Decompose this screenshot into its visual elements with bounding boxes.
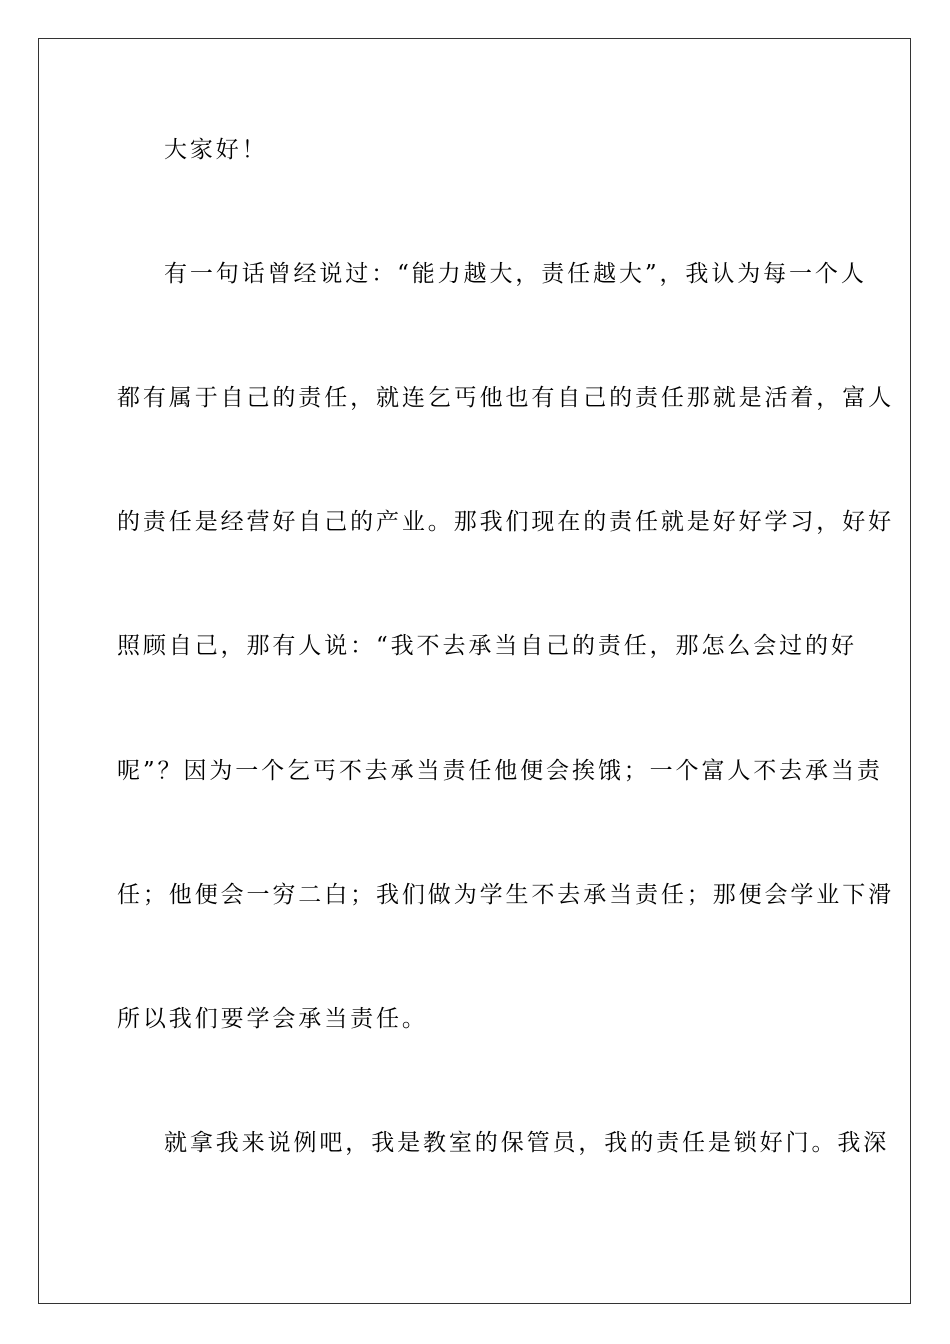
paragraph-line: 的责任是经营好自己的产业。那我们现在的责任就是好好学习，好好: [117, 509, 894, 535]
paragraph-line: 所以我们要学会承当责任。: [117, 1006, 428, 1032]
page-border: [38, 38, 911, 1304]
greeting-line: 大家好！: [164, 137, 268, 163]
paragraph-line: 就拿我来说例吧，我是教室的保管员，我的责任是锁好门。我深: [164, 1130, 890, 1156]
paragraph-line: 呢”？因为一个乞丐不去承当责任他便会挨饿；一个富人不去承当责: [117, 758, 883, 784]
paragraph-line: 任；他便会一穷二白；我们做为学生不去承当责任；那便会学业下滑: [117, 882, 894, 908]
paragraph-line: 照顾自己，那有人说：“我不去承当自己的责任，那怎么会过的好: [117, 633, 857, 659]
paragraph-line: 有一句话曾经说过：“能力越大，责任越大”，我认为每一个人: [164, 261, 867, 287]
paragraph-line: 都有属于自己的责任，就连乞丐他也有自己的责任那就是活着，富人: [117, 385, 894, 411]
